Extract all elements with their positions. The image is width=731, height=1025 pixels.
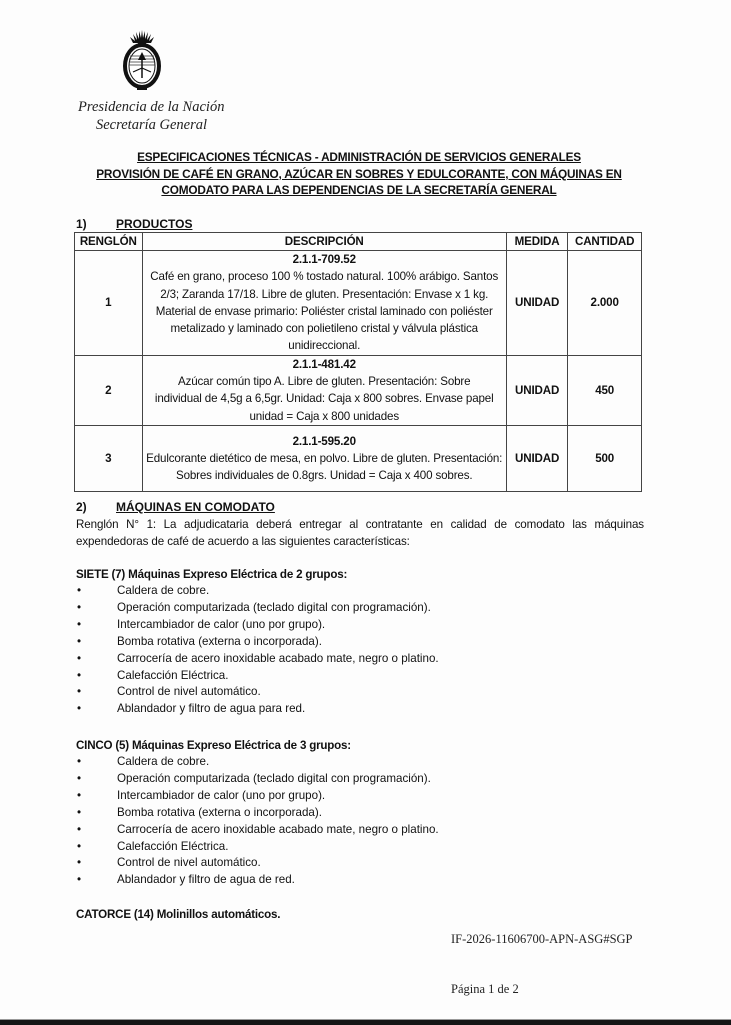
bullet-icon: • bbox=[77, 685, 82, 699]
title-line-1: ESPECIFICACIONES TÉCNICAS - ADMINISTRACIÓN DE SERVICIOS GENERALES bbox=[137, 150, 581, 164]
list-item: • Ablandador y filtro de agua para red. bbox=[76, 701, 439, 718]
bullet-icon: • bbox=[77, 617, 82, 631]
header-descripcion: DESCRIPCIÓN bbox=[142, 233, 506, 251]
section-intro-paragraph: Renglón N° 1: La adjudicataria deberá entregar al contratante en calidad de comodato las máquinas expendedoras de café de acuerdo a las siguientes características: bbox=[76, 518, 644, 548]
list-item: • Operación computarizada (teclado digital con programación). bbox=[76, 771, 439, 788]
list-item: • Ablandador y filtro de agua de red. bbox=[76, 872, 439, 889]
bullet-icon: • bbox=[77, 788, 82, 802]
bullet-icon: • bbox=[77, 856, 82, 870]
cell-descripcion bbox=[142, 425, 506, 491]
list-item: • Calefacción Eléctrica. bbox=[76, 839, 439, 856]
bullet-icon: • bbox=[77, 702, 82, 716]
header-medida: MEDIDA bbox=[506, 233, 567, 251]
table-row bbox=[75, 251, 642, 356]
table-header-row bbox=[75, 233, 642, 251]
bottom-edge-bar bbox=[0, 1019, 731, 1025]
cell-medida: UNIDAD bbox=[506, 355, 567, 425]
bullet-icon: • bbox=[77, 805, 82, 819]
document-title bbox=[64, 149, 654, 199]
list-item: • Bomba rotativa (externa o incorporada). bbox=[76, 805, 439, 822]
list-item: • Carrocería de acero inoxidable acabado mate, negro o platino. bbox=[76, 651, 439, 668]
bullet-icon: • bbox=[77, 634, 82, 648]
title-line-2: PROVISIÓN DE CAFÉ EN GRANO, AZÚCAR EN SOBRES Y EDULCORANTE, CON MÁQUINAS EN bbox=[96, 166, 622, 181]
list-item: • Caldera de cobre. bbox=[76, 754, 439, 771]
list-item: • Carrocería de acero inoxidable acabado mate, negro o platino. bbox=[76, 822, 439, 839]
cell-renglon: 1 bbox=[75, 251, 143, 356]
machine-group-title: CINCO (5) Máquinas Expreso Eléctrica de 3 grupos: bbox=[76, 739, 351, 752]
item-description: Edulcorante dietético de mesa, en polvo. Libre de gluten. Presentación: Sobres individuales de 0.8grs. Unidad = Caja x 400 sobres. bbox=[146, 451, 503, 483]
cell-descripcion bbox=[142, 251, 506, 356]
cell-renglon: 2 bbox=[75, 355, 143, 425]
bullet-icon: • bbox=[77, 651, 82, 665]
title-line-3: COMODATO PARA LAS DEPENDENCIAS DE LA SECRETARÍA GENERAL bbox=[161, 183, 557, 198]
list-item: • Operación computarizada (teclado digital con programación). bbox=[76, 600, 439, 617]
argentina-coat-of-arms-icon bbox=[121, 28, 163, 92]
cell-medida: UNIDAD bbox=[506, 251, 567, 356]
list-item: • Intercambiador de calor (uno por grupo). bbox=[76, 788, 439, 805]
list-item: • Control de nivel automático. bbox=[76, 855, 439, 872]
list-item: • Control de nivel automático. bbox=[76, 684, 439, 701]
cell-cantidad: 500 bbox=[568, 425, 642, 491]
bullet-icon: • bbox=[77, 584, 82, 597]
machine-group-title: SIETE (7) Máquinas Expreso Eléctrica de 2 grupos: bbox=[76, 568, 348, 581]
bullet-icon: • bbox=[77, 839, 82, 853]
bullet-icon: • bbox=[77, 755, 82, 768]
list-item: • Bomba rotativa (externa o incorporada). bbox=[76, 634, 439, 651]
cell-renglon: 3 bbox=[75, 425, 143, 491]
item-code: 2.1.1-481.42 bbox=[292, 357, 356, 371]
bullet-icon: • bbox=[77, 771, 82, 785]
bullet-icon: • bbox=[77, 873, 82, 887]
bullet-icon: • bbox=[77, 822, 82, 836]
machine-features-list bbox=[76, 754, 439, 889]
section-heading-maquinas bbox=[76, 500, 275, 514]
item-description: Café en grano, proceso 100 % tostado natural. 100% arábigo. Santos 2/3; Zaranda 17/18. Libre de gluten. Presentación: Envase x 1 kg. Material de envase primario: Poliéster cristal laminado con poliéster metalizado y laminado con polietileno cristal y válvula plástica unidireccional. bbox=[150, 270, 499, 353]
section-number: 1) bbox=[76, 217, 87, 231]
item-code: 2.1.1-595.20 bbox=[292, 434, 356, 448]
cell-cantidad: 2.000 bbox=[568, 251, 642, 356]
cell-descripcion bbox=[142, 355, 506, 425]
section-label: PRODUCTOS bbox=[116, 217, 193, 231]
organization-heading bbox=[78, 98, 224, 134]
document-id: IF-2026-11606700-APN-ASG#SGP bbox=[451, 932, 633, 946]
cell-cantidad: 450 bbox=[568, 355, 642, 425]
org-line-presidencia: Presidencia de la Nación bbox=[78, 99, 225, 115]
header-cantidad: CANTIDAD bbox=[568, 233, 642, 251]
page-number: Página 1 de 2 bbox=[451, 982, 519, 996]
table-row bbox=[75, 425, 642, 491]
section-heading-productos bbox=[76, 217, 192, 231]
section-label: MÁQUINAS EN COMODATO bbox=[116, 500, 275, 514]
list-item: • Intercambiador de calor (uno por grupo). bbox=[76, 617, 439, 634]
bullet-icon: • bbox=[77, 600, 82, 614]
item-description: Azúcar común tipo A. Libre de gluten. Presentación: Sobre individual de 4,5g a 6,5gr. Unidad: Caja x 800 sobres. Envase papel unidad = Caja x 800 unidades bbox=[154, 375, 494, 423]
list-item: • Calefacción Eléctrica. bbox=[76, 668, 439, 685]
org-line-secretaria: Secretaría General bbox=[96, 117, 208, 133]
cell-medida: UNIDAD bbox=[506, 425, 567, 491]
bullet-icon: • bbox=[77, 668, 82, 682]
list-item: • Caldera de cobre. bbox=[76, 583, 439, 600]
products-table bbox=[74, 232, 642, 492]
item-code: 2.1.1-709.52 bbox=[292, 253, 356, 266]
grinders-line: CATORCE (14) Molinillos automáticos. bbox=[76, 908, 281, 921]
section-number: 2) bbox=[76, 500, 87, 514]
machine-features-list bbox=[76, 583, 439, 718]
header-renglon: RENGLÓN bbox=[75, 233, 143, 251]
table-row bbox=[75, 355, 642, 425]
